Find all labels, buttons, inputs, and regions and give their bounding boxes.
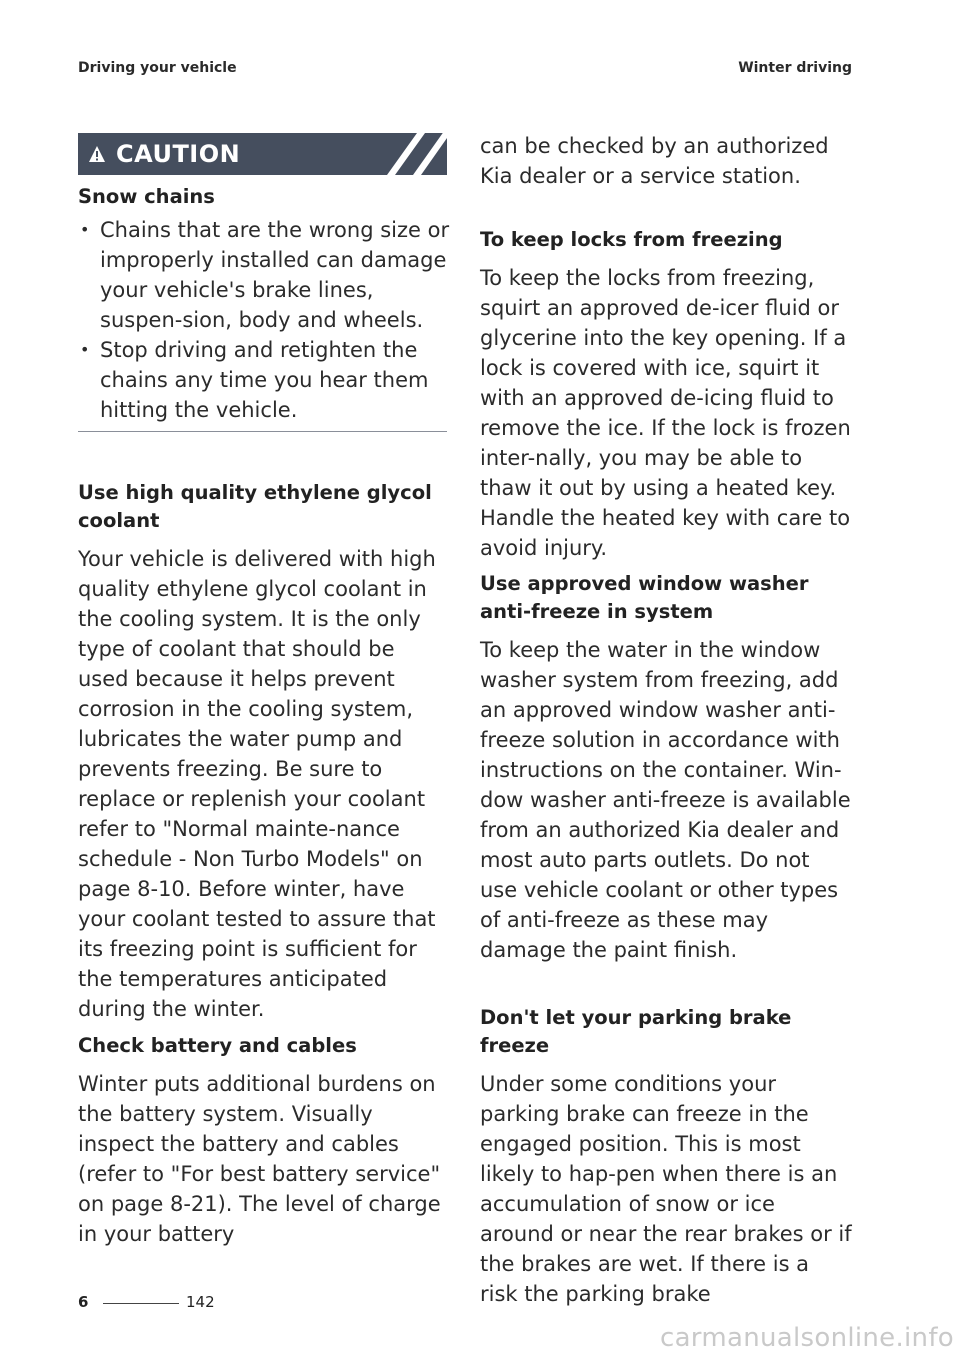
brake-heading: Don't let your parking brake freeze: [480, 1006, 792, 1057]
brake-body: Under some conditions your parking brake can freeze in the engaged position. This is most likely to hap-pen when there is an accumulation of snow or ice around or near the rear brakes or if the brakes are wet. If there is a risk the parking brake: [480, 1072, 852, 1306]
washer-heading: Use approved window washer anti-freeze in system: [480, 572, 809, 623]
topic-header: Winter driving: [738, 60, 852, 76]
battery-heading: Check battery and cables: [78, 1034, 357, 1057]
caution-content: [78, 183, 450, 425]
coolant-heading: Use high quality ethylene glycol coolant: [78, 481, 432, 532]
footer-divider: [103, 1303, 179, 1304]
section-header: Driving your vehicle: [78, 60, 237, 76]
brake-section: [480, 1004, 852, 1309]
watermark: carmanualsonline.info: [659, 1323, 954, 1353]
locks-body: To keep the locks from freezing, squirt an approved de-icer fluid or glycerine into the key opening. If a lock is covered with ice, squirt it with an approved de-icing fluid to remove the ice. If the lock is frozen inter-nally, you may be able to thaw it out by using a heated key. Handle the heated key with care to avoid injury.: [480, 266, 851, 560]
page-number: 142: [186, 1293, 215, 1311]
locks-section: [480, 226, 852, 563]
caution-banner: [78, 133, 447, 175]
divider: [78, 431, 447, 432]
caution-heading: Snow chains: [78, 185, 215, 208]
battery-section: [78, 1032, 450, 1249]
caution-item: • Chains that are the wrong size or improperly installed can damage your vehicle's brake lines, suspen-sion, body and wheels.: [78, 215, 450, 335]
coolant-body: Your vehicle is delivered with high quality ethylene glycol coolant in the cooling system. It is the only type of coolant that should be used because it helps prevent corrosion in the cooling system, lubricates the water pump and prevents freezing. Be sure to replace or replenish your coolant refer to "Normal mainte-nance schedule - Non Turbo Models" on page 8-10. Before winter, have your coolant tested to assure that its freezing point is sufficient for the temperatures anticipated during the winter.: [78, 547, 436, 1021]
washer-body: To keep the water in the window washer system from freezing, add an approved window washer anti-freeze solution in accordance with instructions on the container. Win-dow washer anti-freeze is available from an authorized Kia dealer and most auto parts outlets. Do not use vehicle coolant or other types of anti-freeze as these may damage the paint finish.: [480, 638, 851, 962]
chapter-number: 6: [78, 1293, 89, 1311]
washer-section: [480, 570, 852, 965]
battery-body: Winter puts additional burdens on the battery system. Visually inspect the battery and cables (refer to "For best battery service" on page 8-21). The level of charge in your battery: [78, 1072, 441, 1246]
caution-item: • Stop driving and retighten the chains any time you hear them hitting the vehicle.: [78, 335, 450, 425]
caution-list: [78, 215, 450, 425]
caution-label: CAUTION: [116, 140, 241, 168]
locks-heading: To keep locks from freezing: [480, 228, 783, 251]
warning-icon: [88, 145, 106, 163]
caution-stripes: [387, 133, 447, 175]
battery-continued: can be checked by an authorized Kia dealer or a service station.: [480, 134, 829, 188]
coolant-section: [78, 479, 450, 1024]
